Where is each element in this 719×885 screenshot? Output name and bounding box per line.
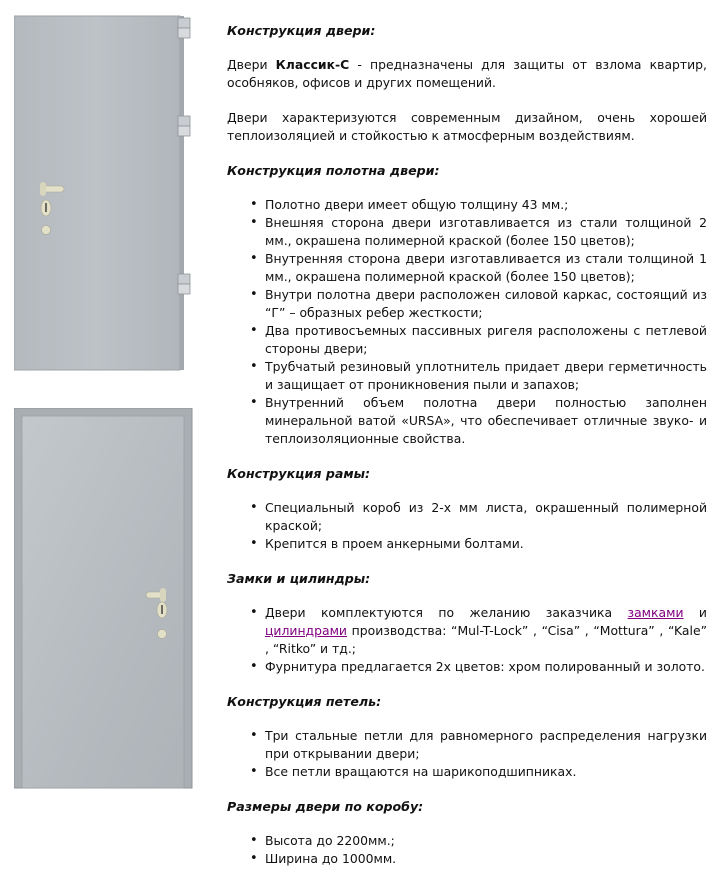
list-item: • Ширина до 1000мм. [265,850,707,868]
section-title-hinges: Конструкция петель: [227,694,382,709]
intro-text-start: Двери [227,57,276,72]
list-item: • Внутренний объем полотна двери полностью заполнен минеральной ватой «URSA», что обеспечивает отличные звуко- и теплоизоляционные свойства. [265,394,707,448]
section-title-sizes: Размеры двери по коробу: [227,799,424,814]
locks-link[interactable]: замками [627,605,684,620]
list-item: • Крепится в проем анкерными болтами. [265,535,707,553]
sizes-list [227,832,707,868]
section-title-frame: Конструкция рамы: [227,466,371,481]
brand-name: Классик-С [275,57,350,72]
description-content [227,22,707,885]
list-item: • Специальный короб из 2-х мм листа, окрашенный полимерной краской; [265,499,707,535]
list-item: • Два противосъемных пассивных ригеля расположены с петлевой стороны двери; [265,322,707,358]
list-item: • Три стальные петли для равномерного распределения нагрузки при открывании двери; [265,727,707,763]
list-item: • Полотно двери имеет общую толщину 43 мм.; [265,196,707,214]
intro-paragraph [227,56,707,92]
door-images [0,0,210,800]
list-item: • Внутри полотна двери расположен силовой каркас, состоящий из “Г” – образных ребер жесткости; [265,286,707,322]
door-front-image [14,12,194,372]
door-back-image [14,408,194,790]
cylinders-link[interactable]: цилиндрами [265,623,347,638]
frame-list [227,499,707,553]
panel-list [227,196,707,448]
locks-text-mid: и [683,605,707,620]
features-paragraph: Двери характеризуются современным дизайном, очень хорошей теплоизоляцией и стойкостью к атмосферным воздействиям. [227,110,707,143]
hinges-list [227,727,707,781]
list-item: • Внешняя сторона двери изготавливается из стали толщиной 2 мм., окрашена полимерной краской (более 150 цветов); [265,214,707,250]
section-title-locks: Замки и цилиндры: [227,571,371,586]
list-item: • Фурнитура предлагается 2х цветов: хром полированный и золото. [265,658,707,676]
locks-text-start: Двери комплектуются по желанию заказчика [265,605,628,620]
list-item: • Внутренняя сторона двери изготавливается из стали толщиной 1 мм., окрашена полимерной краской (более 150 цветов); [265,250,707,286]
list-item: • Все петли вращаются на шарикоподшипниках. [265,763,707,781]
section-title-panel: Конструкция полотна двери: [227,163,440,178]
list-item [265,604,707,658]
list-item: • Трубчатый резиновый уплотнитель придает двери герметичность и защищает от проникновения пыли и запахов; [265,358,707,394]
locks-text-end: производства: “Mul-T-Lock” , “Cisa” , “Mottura” , “Kale” , “Ritko” и тд.; [265,623,707,656]
locks-list [227,604,707,676]
list-item: • Высота до 2200мм.; [265,832,707,850]
intro-text-end: - предназначены для защиты от взлома квартир, особняков, офисов и других помещений. [227,57,707,90]
section-title-construction: Конструкция двери: [227,23,376,38]
